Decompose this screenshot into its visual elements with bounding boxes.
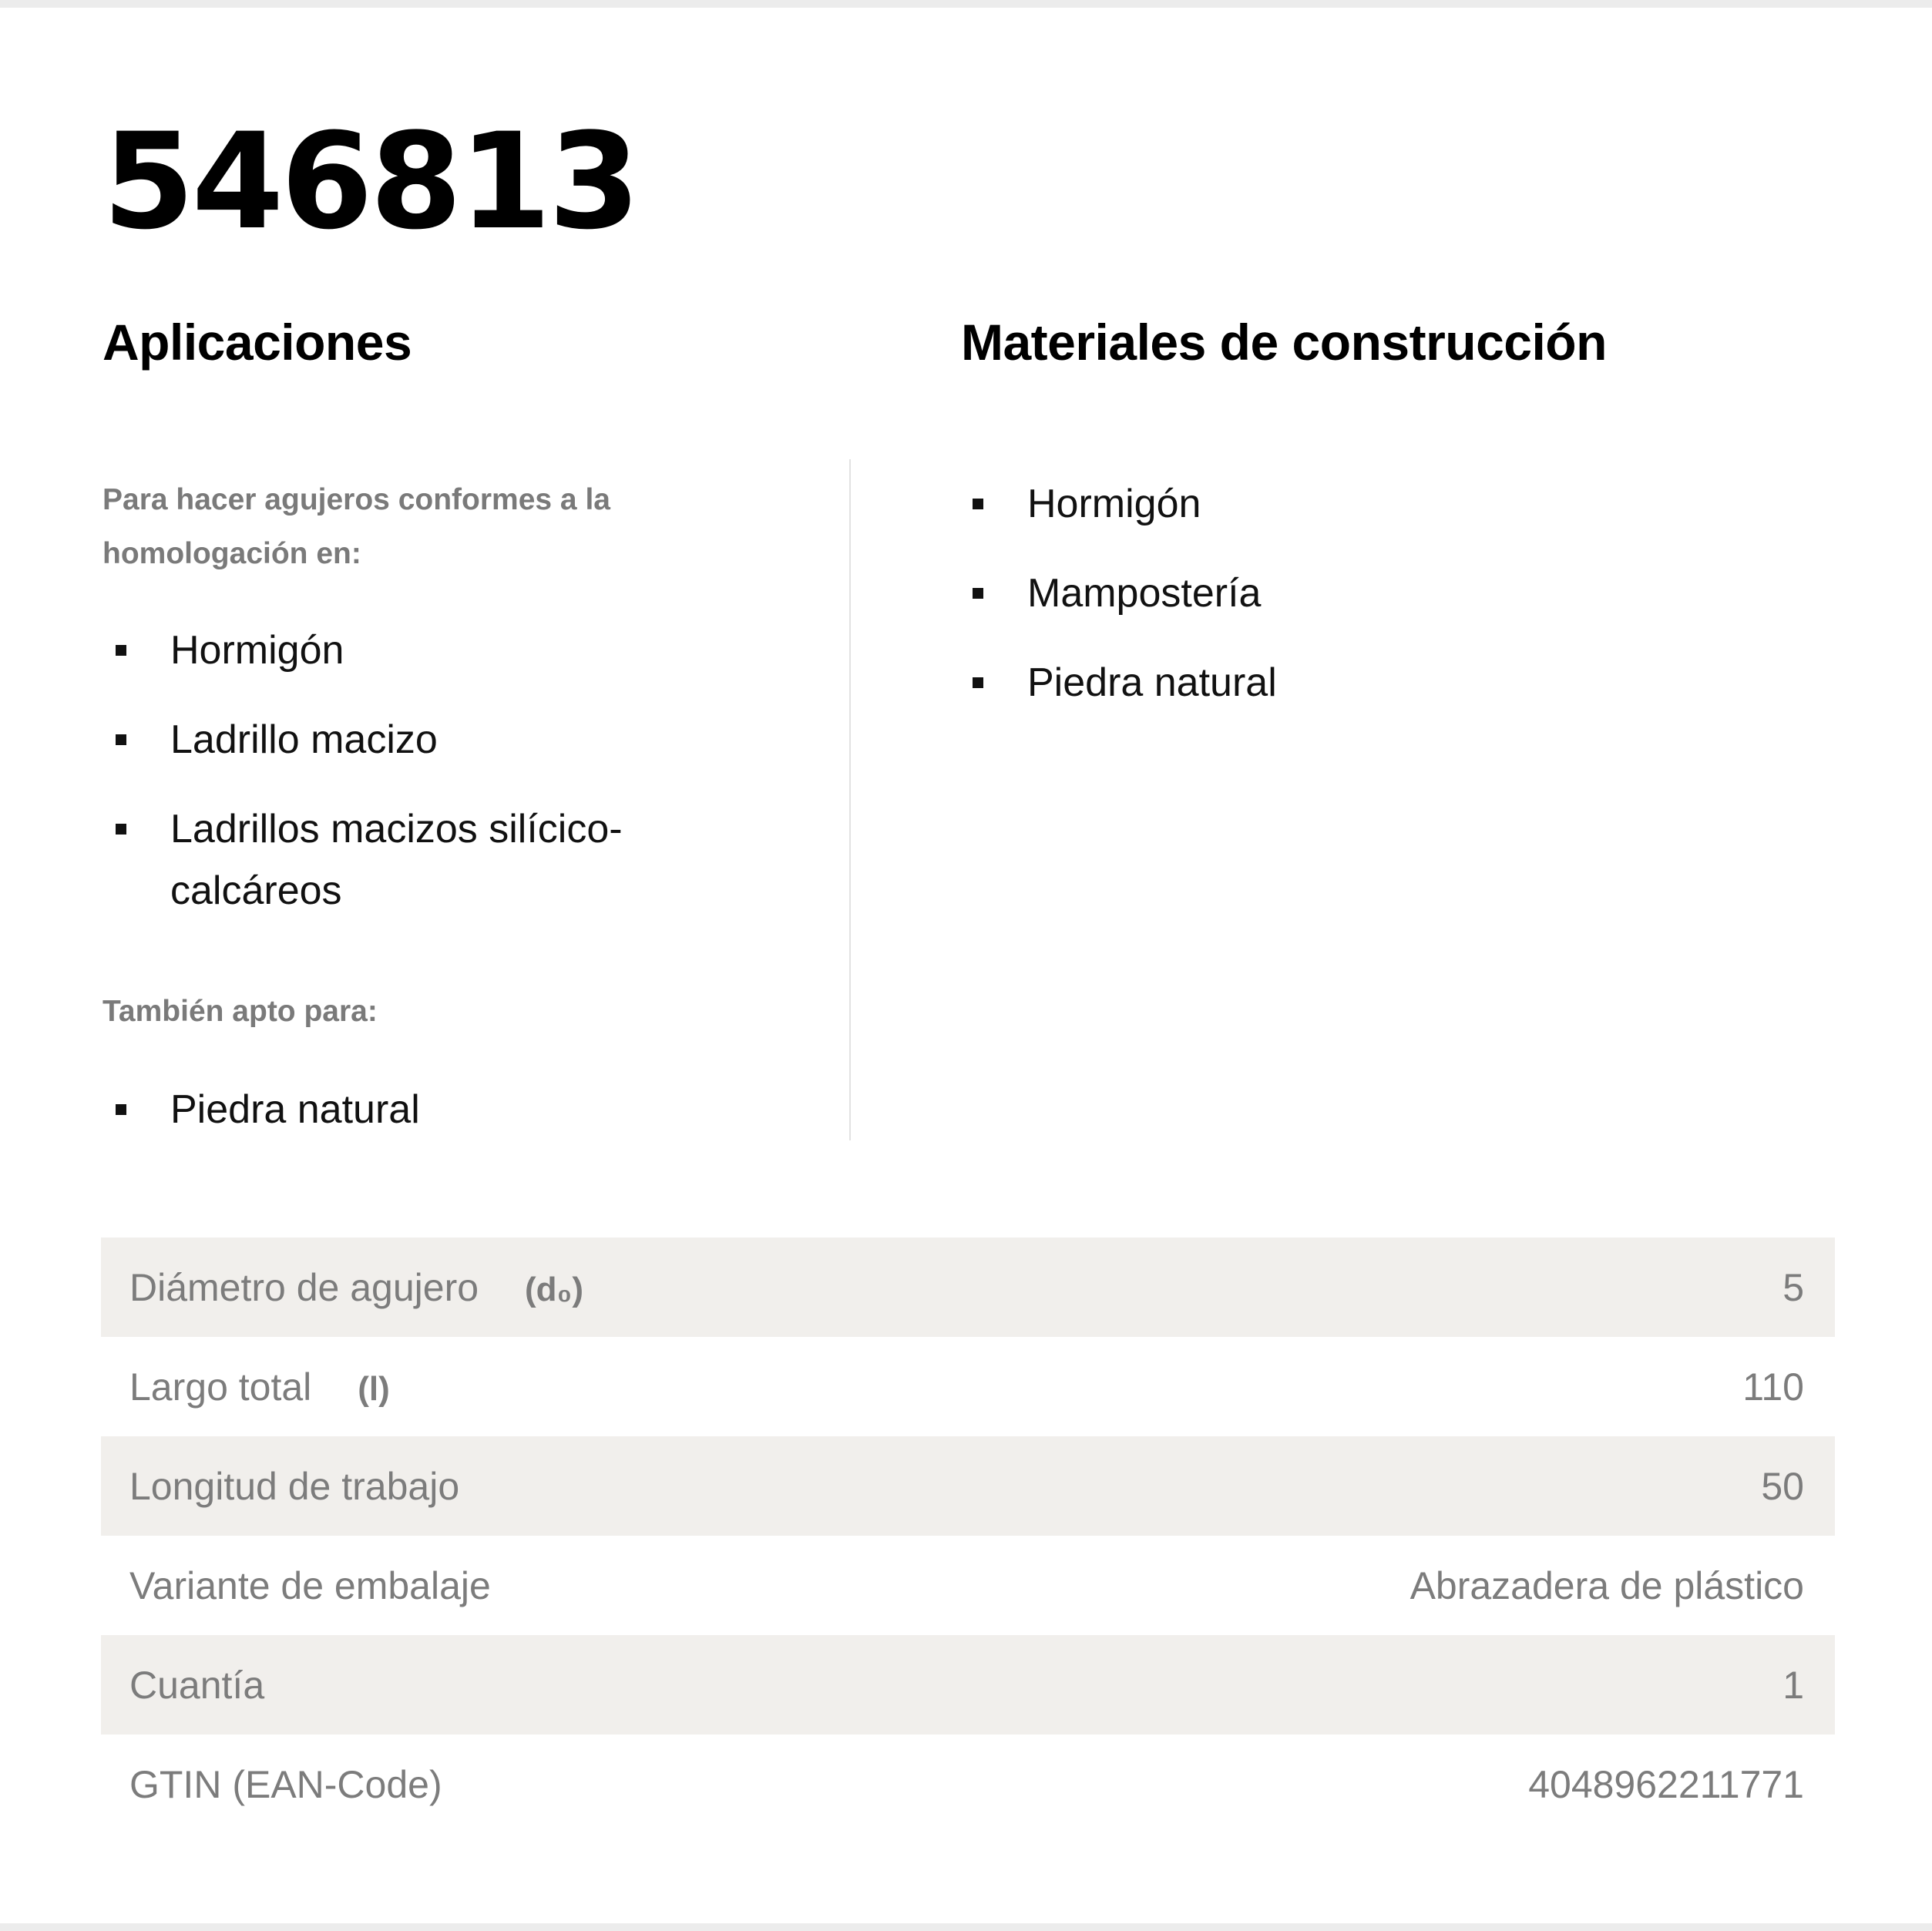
bullet-icon xyxy=(116,645,126,656)
list-item-label: Hormigón xyxy=(170,628,344,673)
materials-list xyxy=(959,473,1730,741)
list-item xyxy=(102,620,734,681)
list-item xyxy=(959,563,1730,624)
spec-label: Diámetro de agujero xyxy=(129,1265,479,1309)
also-suitable-label: También apto para: xyxy=(102,995,378,1028)
top-band xyxy=(0,0,1932,8)
bullet-icon xyxy=(973,588,983,599)
spec-label: Largo total xyxy=(129,1365,312,1409)
materials-title: Materiales de construcción xyxy=(961,314,1607,371)
spec-label: Longitud de trabajo xyxy=(129,1464,460,1508)
list-item-label: Hormigón xyxy=(1027,482,1201,526)
spec-value: 4048962211771 xyxy=(1528,1762,1804,1806)
bullet-icon xyxy=(116,824,126,835)
spec-row-working-length xyxy=(101,1436,1835,1536)
bullet-icon xyxy=(973,499,983,509)
spec-symbol: (d₀) xyxy=(525,1270,584,1308)
spec-value: 1 xyxy=(1782,1663,1804,1707)
spec-row-quantity xyxy=(101,1635,1835,1735)
spec-value: Abrazadera de plástico xyxy=(1410,1563,1804,1607)
spec-value: 110 xyxy=(1742,1365,1804,1409)
applications-intro: Para hacer agujeros conformes a la homologación en: xyxy=(102,483,610,570)
article-number: 546813 xyxy=(102,104,638,259)
bottom-band xyxy=(0,1923,1932,1931)
list-item xyxy=(102,1079,734,1140)
column-divider xyxy=(849,459,851,1140)
applications-list xyxy=(102,620,734,949)
spec-value: 50 xyxy=(1761,1464,1804,1508)
spec-row-total-length xyxy=(101,1337,1835,1436)
list-item-label: Ladrillos macizos silícico-calcáreos xyxy=(170,807,623,913)
spec-label-cell xyxy=(129,1663,264,1708)
spec-label-cell xyxy=(129,1464,459,1509)
list-item-label: Mampostería xyxy=(1027,571,1262,616)
spec-row-hole-diameter xyxy=(101,1238,1835,1337)
spec-symbol: (l) xyxy=(358,1369,390,1408)
spec-label: Variante de embalaje xyxy=(129,1563,491,1607)
list-item xyxy=(959,652,1730,714)
list-item-label: Piedra natural xyxy=(170,1087,420,1132)
spec-value: 5 xyxy=(1782,1265,1804,1309)
applications-title: Aplicaciones xyxy=(102,314,412,371)
list-item xyxy=(102,798,717,922)
spec-row-packaging xyxy=(101,1536,1835,1635)
spec-label-cell xyxy=(129,1762,442,1807)
bullet-icon xyxy=(116,734,126,745)
list-item-label: Piedra natural xyxy=(1027,660,1277,705)
spec-label-cell xyxy=(129,1365,390,1409)
list-item xyxy=(959,473,1730,535)
bullet-icon xyxy=(116,1104,126,1115)
bullet-icon xyxy=(973,677,983,688)
spec-label-cell xyxy=(129,1265,583,1310)
spec-row-gtin xyxy=(101,1735,1835,1834)
spec-label: GTIN (EAN-Code) xyxy=(129,1762,442,1806)
also-suitable-list xyxy=(102,1079,734,1168)
spec-label: Cuantía xyxy=(129,1663,265,1707)
specs-table xyxy=(101,1238,1835,1834)
spec-label-cell xyxy=(129,1563,491,1608)
list-item xyxy=(102,709,734,771)
list-item-label: Ladrillo macizo xyxy=(170,717,438,762)
